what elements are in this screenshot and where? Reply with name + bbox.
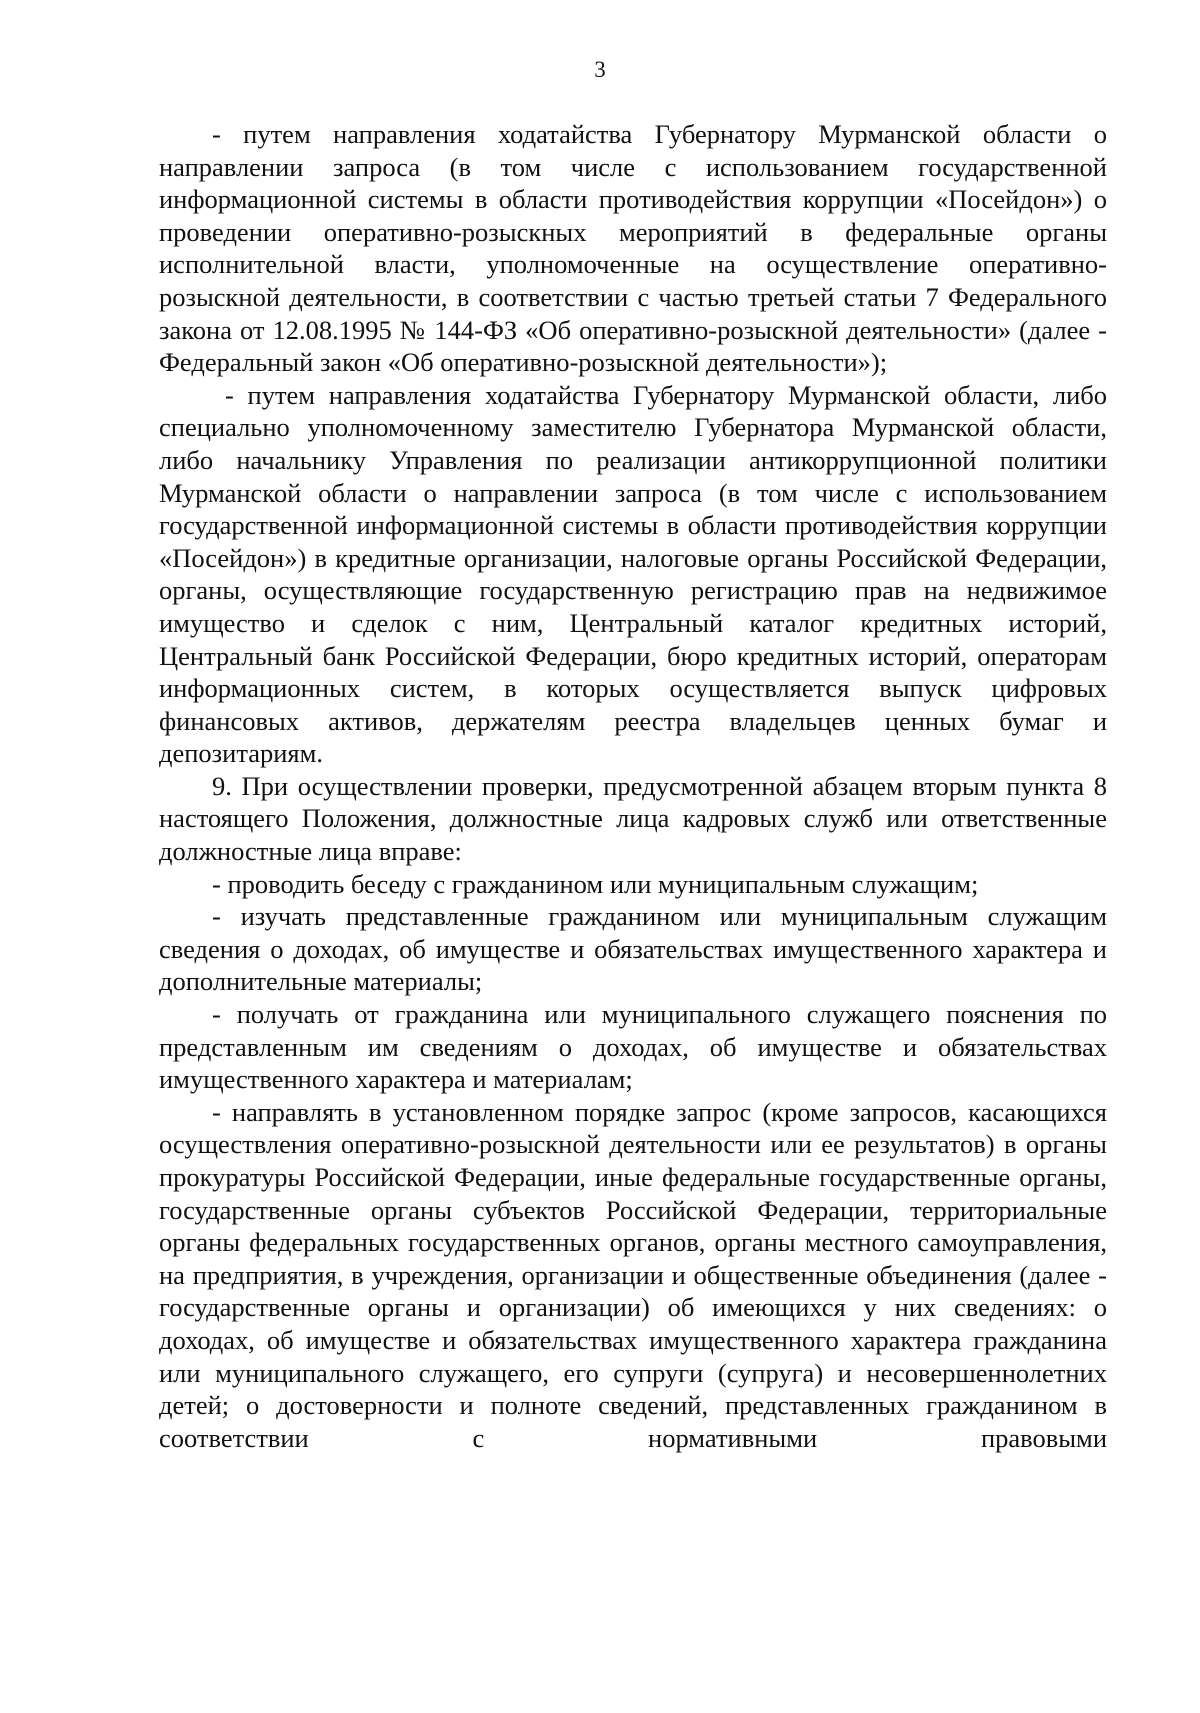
paragraph-request-operative-search: - путем направления ходатайства Губернатору Мурманской области о направлении запроса (в том числе с использованием государственной информационной системы в области противодействия коррупции «Посейдон») о проведении оперативно-розыскных мероприятий в федеральные органы исполнительной власти, уполномоченные на осуществление оперативно-розыскной деятельности, в соответствии с частью третьей статьи 7 Федерального закона от 12.08.1995 № 144-ФЗ «Об оперативно-розыскной деятельности» (далее - Федеральный закон «Об оперативно-розыскной деятельности»); (159, 119, 1107, 378)
paragraph-request-credit-organizations: - путем направления ходатайства Губернатору Мурманской области, либо специально уполномоченному заместителю Губернатора Мурманской области, либо начальнику Управления по реализации антикоррупционной политики Мурманской области о направлении запроса (в том числе с использованием государственной информационной системы в области противодействия коррупции «Посейдон») в кредитные организации, налоговые органы Российской Федерации, органы, осуществляющие государственную регистрацию прав на недвижимое имущество и сделок с ним, Центральный каталог кредитных историй, Центральный банк Российской Федерации, бюро кредитных историй, операторам информационных систем, в которых осуществляется выпуск цифровых финансовых активов, держателям реестра владельцев ценных бумаг и депозитариям. (159, 379, 1107, 769)
page-number: 3 (594, 57, 606, 82)
paragraph-study-information: - изучать представленные гражданином или муниципальным служащим сведения о доходах, об имуществе и обязательствах имущественного характера и дополнительные материалы; (159, 901, 1107, 997)
document-body (159, 118, 1107, 1454)
paragraph-obtain-explanations: - получать от гражданина или муниципального служащего пояснения по представленным им сведениям о доходах, об имуществе и обязательствах имущественного характера и материалам; (159, 999, 1107, 1095)
paragraph-item-9: 9. При осуществлении проверки, предусмотренной абзацем вторым пункта 8 настоящего Положения, должностные лица кадровых служб или ответственные должностные лица вправе: (159, 770, 1107, 867)
paragraph-conduct-conversation: - проводить беседу с гражданином или муниципальным служащим; (212, 868, 979, 899)
paragraph-send-requests: - направлять в установленном порядке запрос (кроме запросов, касающихся осуществления оперативно-розыскной деятельности или ее результатов) в органы прокуратуры Российской Федерации, иные федеральные государственные органы, государственные органы субъектов Российской Федерации, территориальные органы федеральных государственных органов, органы местного самоуправления, на предприятия, в учреждения, организации и общественные объединения (далее - государственные органы и организации) об имеющихся у них сведениях: о доходах, об имуществе и обязательствах имущественного характера гражданина или муниципального служащего, его супруги (супруга) и несовершеннолетних детей; о достоверности и полноте сведений, представленных гражданином в соответствии с нормативными правовыми (159, 1096, 1107, 1453)
